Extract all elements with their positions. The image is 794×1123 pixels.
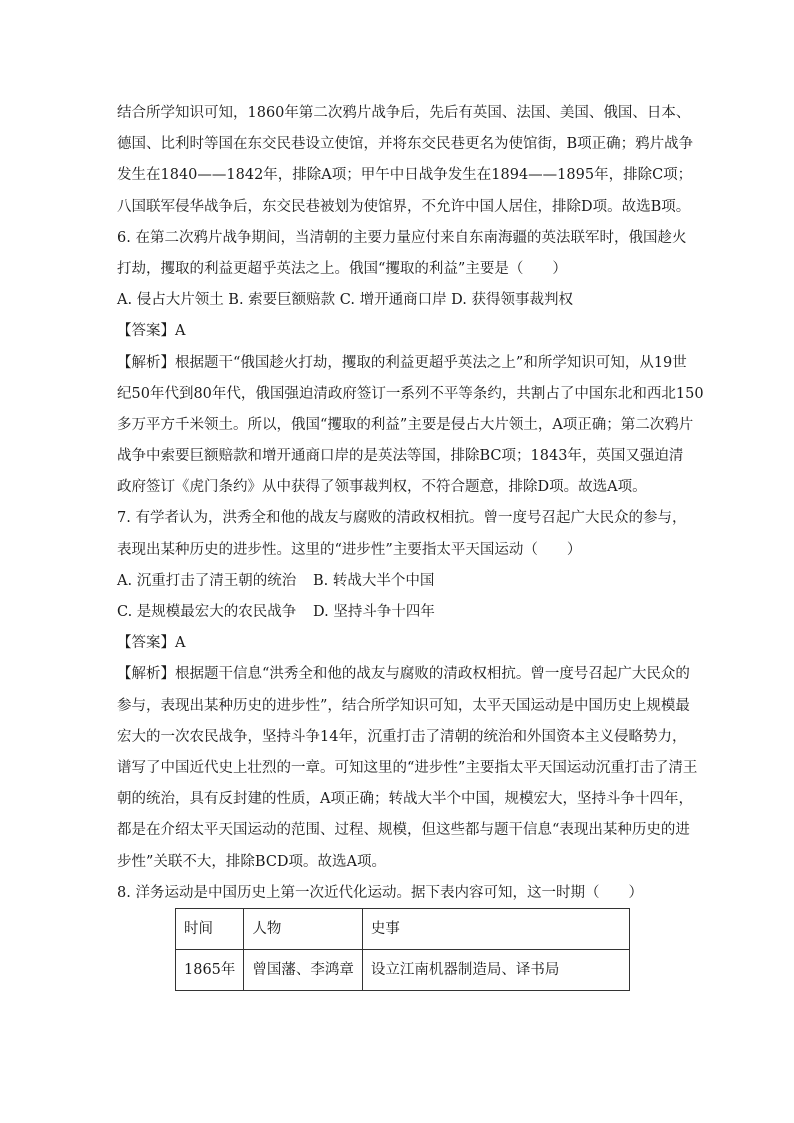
q7-options-row-1 (117, 566, 683, 597)
q6-stem-line-2: 打劫，攫取的利益更超乎英法之上。俄国“攫取的利益”主要是（ ） (117, 260, 567, 277)
passage-line-2: 德国、比利时等国在东交民巷设立使馆，并将东交民巷更名为使馆街，B项正确；鸦片战争 (117, 136, 694, 153)
table-row (176, 950, 630, 991)
passage-line-4: 八国联军侵华战争后，东交民巷被划为使馆界，不允许中国人居住，排除D项。故选B项。 (117, 198, 691, 215)
q6-answer: 【答案】A (117, 323, 186, 340)
table-header-time: 时间 (176, 909, 244, 950)
passage-line-3: 发生在1840——1842年，排除A项；甲午中日战争发生在1894——1895年，排除C项； (117, 167, 693, 184)
table-header-row (176, 909, 630, 950)
passage-line-1: 结合所学知识可知，1860年第二次鸦片战争后，先后有英国、法国、美国、俄国、日本、 (117, 105, 691, 121)
q8-table (175, 908, 630, 991)
q7-answer: 【答案】A (117, 635, 186, 652)
q7-stem-line-2: 表现出某种历史的进步性。这里的“进步性”主要指太平天国运动（ ） (117, 541, 582, 558)
q7-explanation-line-5: 朝的统治，具有反封建的性质，A项正确；转战大半个中国，规模宏大，坚持斗争十四年， (117, 791, 693, 808)
table-cell-time: 1865年 (176, 950, 244, 991)
q7-option-a: A. 沉重打击了清王朝的统治 (117, 572, 297, 589)
q7-option-c: C. 是规模最宏大的农民战争 (117, 604, 297, 620)
q7-explanation-line-7: 步性”关联不大，排除BCD项。故选A项。 (117, 853, 387, 870)
table-header-event: 史事 (362, 909, 629, 950)
q6-explanation-line-5: 政府签订《虎门条约》从中获得了领事裁判权，不符合题意，排除D项。故选A项。 (117, 479, 647, 496)
q7-explanation-line-6: 都是在介绍太平天国运动的范围、过程、规模，但这些都与题干信息“表现出某种历史的进 (117, 822, 690, 839)
q7-explanation-line-1: 【解析】根据题干信息“洪秀全和他的战友与腐败的清政权相抗。曾一度号召起广大民众的 (117, 666, 690, 683)
q7-explanation-line-2: 参与，表现出某种历史的进步性”，结合所学知识可知，太平天国运动是中国历史上规模最 (117, 697, 690, 714)
q7-stem-line-1: 7. 有学者认为，洪秀全和他的战友与腐败的清政权相抗。曾一度号召起广大民众的参与， (117, 510, 687, 527)
q7-option-d: D. 坚持斗争十四年 (313, 604, 435, 620)
table-cell-event: 设立江南机器制造局、译书局 (362, 950, 629, 991)
q7-explanation-line-3: 宏大的一次农民战争，坚持斗争14年，沉重打击了清朝的统治和外国资本主义侵略势力， (117, 728, 687, 745)
q6-explanation-line-2: 纪50年代到80年代，俄国强迫清政府签订一系列不平等条约，共割占了中国东北和西北150 (117, 385, 704, 402)
q7-explanation-line-4: 谱写了中国近代史上壮烈的一章。可知这里的“进步性”主要指太平天国运动沉重打击了清王 (117, 759, 698, 776)
document-body (117, 98, 704, 909)
q7-option-b: B. 转战大半个中国 (313, 572, 435, 589)
table-cell-person: 曾国藩、李鸿章 (244, 950, 363, 991)
q6-stem-line-1: 6. 在第二次鸦片战争期间，当清朝的主要力量应付来自东南海疆的英法联军时，俄国趁火 (117, 229, 687, 246)
q6-options: A. 侵占大片领土 B. 索要巨额赔款 C. 增开通商口岸 D. 获得领事裁判权 (117, 292, 574, 309)
q8-stem: 8. 洋务运动是中国历史上第一次近代化运动。据下表内容可知，这一时期（ ） (117, 884, 643, 901)
q6-explanation-line-1: 【解析】根据题干“俄国趁火打劫，攫取的利益更超乎英法之上”和所学知识可知，从19世 (117, 354, 687, 371)
q6-explanation-line-4: 战争中索要巨额赔款和增开通商口岸的是英法等国，排除BC项；1843年，英国又强迫清 (117, 448, 684, 465)
q7-options-row-2 (117, 597, 683, 628)
table-header-person: 人物 (244, 909, 363, 950)
q6-explanation-line-3: 多万平方千米领土。所以，俄国“攫取的利益”主要是侵占大片领土，A项正确；第二次鸦片 (117, 416, 694, 433)
